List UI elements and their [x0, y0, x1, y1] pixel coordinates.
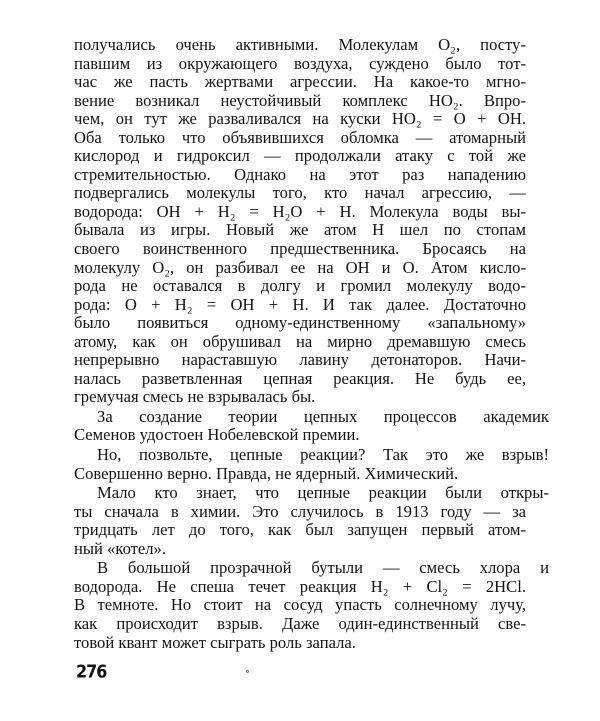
text-line: Совершенно верно. Правда, не ядерный. Химический. [74, 463, 459, 483]
paragraph [74, 36, 526, 407]
text-line: как происходит взрыв. Даже один-единственный све- [74, 613, 526, 633]
text-line: В большой прозрачной бутыли — смесь хлора и [97, 558, 549, 578]
text-line: В темноте. Но стоит на сосуд упасть солнечному лучу, [74, 595, 526, 615]
text-line: Но, позвольте, цепные реакции? Так это же взрыв! [97, 445, 549, 465]
print-speck [246, 670, 249, 673]
text-line: было появиться одному-единственному «запальному» [74, 313, 526, 333]
text-line: своего воинственного предшественника. Бросаясь на [74, 239, 526, 259]
text-line: Семенов удостоен Нобелевской премии. [74, 425, 360, 445]
text-line: За создание теории цепных процессов академик [97, 406, 549, 426]
paragraph [74, 406, 549, 445]
text-line: ный «котел». [74, 538, 166, 558]
text-line: чем, он тут же разваливался на куски HO₂ = O + OH. [74, 109, 526, 129]
text-line: водорода. Не спеша течет реакция H₂ + Cl₂ = 2HCl. [74, 576, 526, 596]
text-line: налась разветвленная цепная реакция. Не будь ее, [74, 368, 526, 388]
text-line: водорода: OH + H₂ = H₂O + H. Молекула воды вы- [74, 201, 526, 221]
text-line: бывала из игры. Новый же атом H шел по стопам [74, 220, 526, 240]
text-line: вение возникал неустойчивый комплекс HO₂. Впро- [74, 90, 526, 110]
text-line: атому, как он обрушивал на мирно дремавшую смесь [74, 331, 526, 351]
text-line: Оба только что объявившихся обломка — атомарный [74, 127, 526, 147]
paragraph [74, 483, 549, 558]
text-line: гремучая смесь не взрывалась бы. [74, 387, 316, 407]
text-line: тридцать лет до того, как был запущен первый атом- [74, 520, 526, 540]
page-number: 276 [76, 661, 107, 682]
text-line: ты сначала в химии. Это случилось в 1913 году — за [74, 501, 526, 521]
text-line: молекулу O₂, он разбивал ее на OH и O. Атом кисло- [74, 257, 526, 277]
text-line: стремительностью. Однако на этот раз нападению [74, 164, 526, 184]
paragraph [74, 558, 549, 652]
paragraph [74, 445, 549, 483]
text-line: час же пасть жертвами агрессии. На какое-то мгно- [74, 72, 526, 92]
text-line: непрерывно нараставшую лавину детонаторов. Начи- [74, 350, 526, 370]
text-line: кислород и гидроксил — продолжали атаку с той же [74, 146, 526, 166]
text-line: рода: O + H₂ = OH + H. И так далее. Достаточно [74, 294, 526, 314]
text-line: рода не оставался в долгу и громил молекулу водо- [74, 276, 526, 296]
text-line: подвергались молекулы того, кто начал агрессию, — [74, 183, 526, 203]
text-line: товой квант может сыграть роль запала. [74, 632, 356, 652]
text-line: Мало кто знает, что цепные реакции были откры- [97, 483, 549, 503]
text-line: получались очень активными. Молекулам O₂, посту- [74, 35, 526, 54]
body-text [74, 35, 549, 653]
text-line: павшим из окружающего воздуха, суждено было тот- [74, 53, 526, 73]
